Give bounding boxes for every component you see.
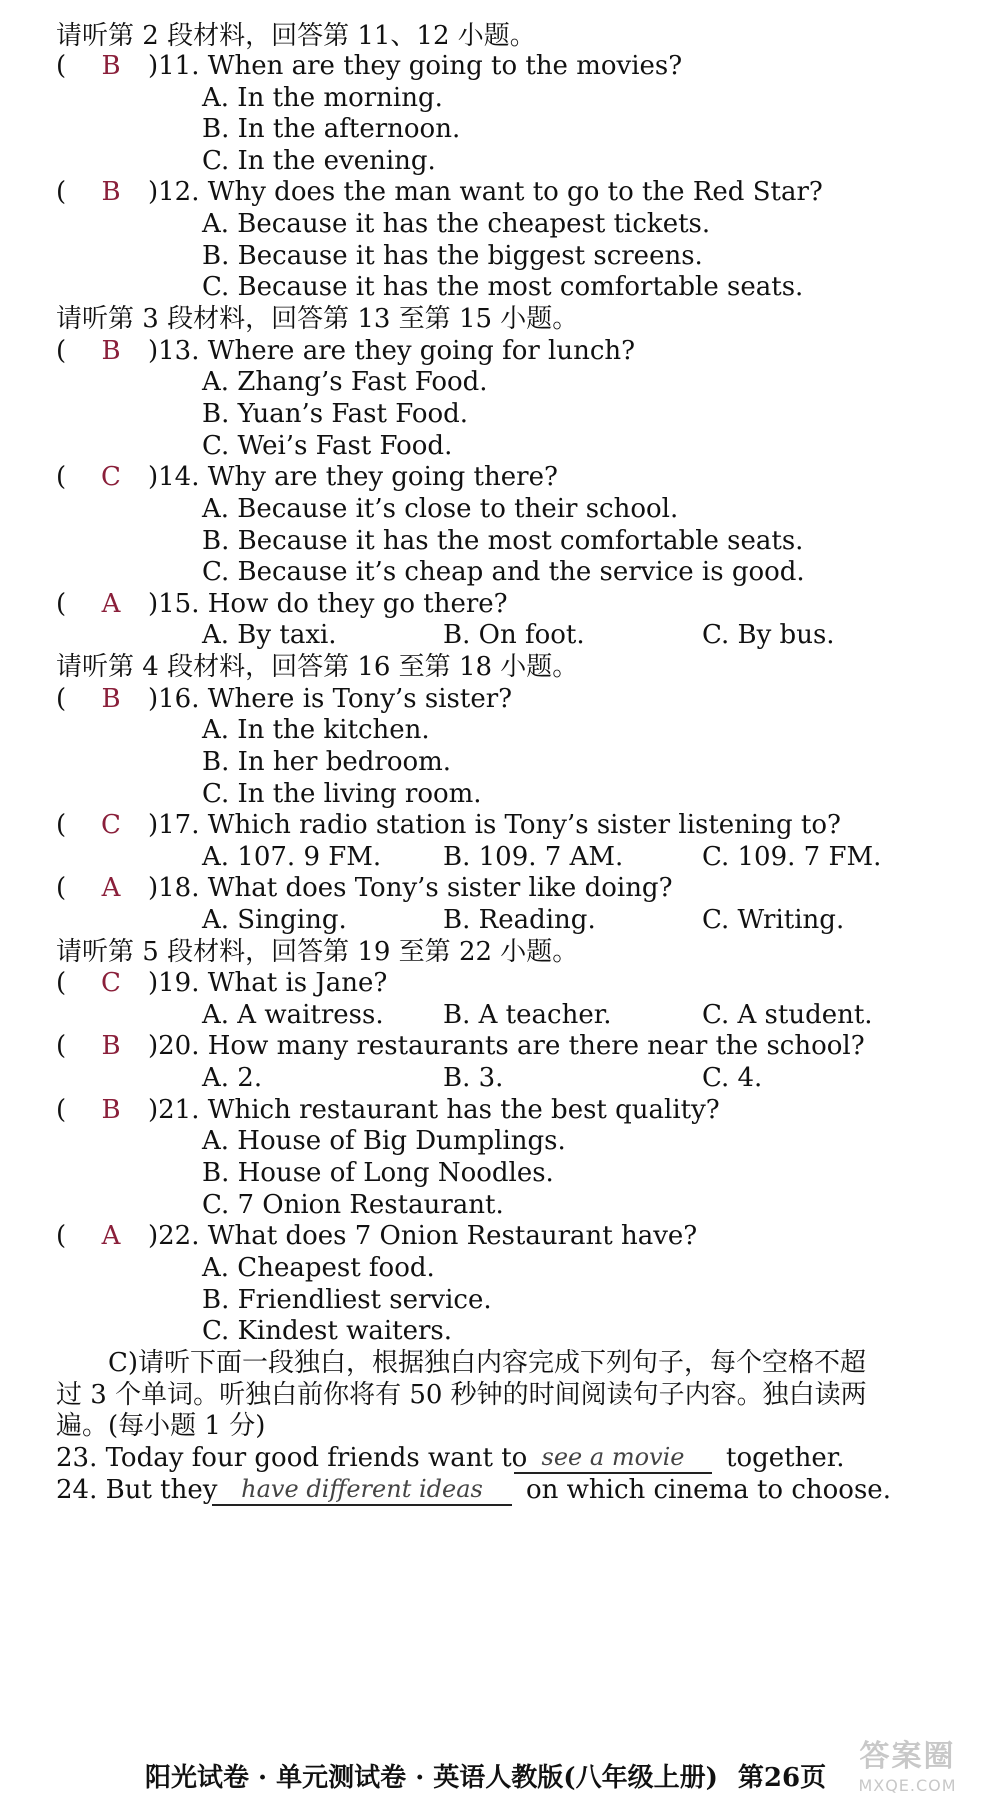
option-17b: B. 109. 7 AM. — [443, 842, 624, 872]
question-19: ( C )19. What is Jane? — [0, 965, 1000, 1002]
option-16a: A. In the kitchen. — [202, 715, 430, 745]
question-22-text: )22. What does 7 Onion Restaurant have? — [148, 1221, 698, 1251]
watermark-logo — [825, 1738, 990, 1804]
part-c-line-2: 过 3 个单词。听独白前你将有 50 秒钟的时间阅读句子内容。独白读两 — [56, 1380, 867, 1410]
option-21b: B. House of Long Noodles. — [202, 1158, 554, 1188]
option-18a: A. Singing. — [202, 905, 347, 935]
part-c-line-3: 遍。(每小题 1 分) — [56, 1411, 266, 1441]
option-17a: A. 107. 9 FM. — [202, 842, 382, 872]
footer-title: 阳光试卷 · 单元测试卷 · 英语人教版(八年级上册) — [145, 1763, 718, 1793]
question-17-text: )17. Which radio station is Tony’s sister listening to? — [148, 810, 841, 840]
option-15c: C. By bus. — [702, 620, 835, 650]
answer-19: C — [101, 968, 121, 998]
section-header-text: 请听第 4 段材料，回答第 16 至第 18 小题。 — [56, 652, 579, 682]
option-19b: B. A teacher. — [443, 1000, 612, 1030]
answer-20: B — [101, 1031, 121, 1061]
option-11a: A. In the morning. — [202, 83, 443, 113]
option-15b: B. On foot. — [443, 620, 585, 650]
option-20b: B. 3. — [443, 1063, 504, 1093]
option-14a: A. Because it’s close to their school. — [202, 494, 679, 524]
question-20-text: )20. How many restaurants are there near the school? — [148, 1031, 865, 1061]
option-22b: B. Friendliest service. — [202, 1285, 492, 1315]
option-12b: B. Because it has the biggest screens. — [202, 241, 703, 271]
question-24-before: 24. But they — [56, 1475, 218, 1505]
question-11-text: )11. When are they going to the movies? — [148, 51, 683, 81]
question-17: ( C )17. Which radio station is Tony’s sister listening to? — [0, 807, 1000, 844]
answer-14: C — [101, 462, 121, 492]
question-13-text: )13. Where are they going for lunch? — [148, 336, 636, 366]
question-18-text: )18. What does Tony’s sister like doing? — [148, 873, 673, 903]
option-21c: C. 7 Onion Restaurant. — [202, 1190, 504, 1220]
question-23-after: together. — [726, 1443, 845, 1473]
question-12: ( B )12. Why does the man want to go to the Red Star? — [0, 174, 1000, 211]
option-21a: A. House of Big Dumplings. — [202, 1126, 566, 1156]
page-footer — [145, 1760, 826, 1796]
section-header-text: 请听第 2 段材料，回答第 11、12 小题。 — [56, 21, 536, 51]
option-12c: C. Because it has the most comfortable seats. — [202, 272, 804, 302]
watermark-main: 答案圈 — [859, 1739, 956, 1774]
option-18c: C. Writing. — [702, 905, 845, 935]
answer-23-blank: see a movie — [514, 1440, 712, 1474]
option-17c: C. 109. 7 FM. — [702, 842, 882, 872]
option-14c: C. Because it’s cheap and the service is good. — [202, 557, 805, 587]
option-22c: C. Kindest waiters. — [202, 1316, 453, 1346]
option-14b: B. Because it has the most comfortable seats. — [202, 526, 804, 556]
question-21-text: )21. Which restaurant has the best quality? — [148, 1095, 720, 1125]
answer-22: A — [101, 1221, 121, 1251]
question-15-text: )15. How do they go there? — [148, 589, 508, 619]
answer-13: B — [101, 336, 121, 366]
option-22a: A. Cheapest food. — [202, 1253, 435, 1283]
option-18b: B. Reading. — [443, 905, 596, 935]
answer-16: B — [101, 684, 121, 714]
answer-18: A — [101, 873, 121, 903]
question-12-text: )12. Why does the man want to go to the Red Star? — [148, 177, 823, 207]
answer-11: B — [101, 51, 121, 81]
part-c-line-1: C)请听下面一段独白，根据独白内容完成下列句子，每个空格不超 — [108, 1348, 867, 1378]
option-12a: A. Because it has the cheapest tickets. — [202, 209, 711, 239]
question-13: ( B )13. Where are they going for lunch? — [0, 333, 1000, 370]
question-23-before: 23. Today four good friends want to — [56, 1443, 528, 1473]
option-19a: A. A waitress. — [202, 1000, 384, 1030]
option-13c: C. Wei’s Fast Food. — [202, 431, 453, 461]
option-20c: C. 4. — [702, 1063, 763, 1093]
option-16b: B. In her bedroom. — [202, 747, 452, 777]
option-11b: B. In the afternoon. — [202, 114, 461, 144]
question-20: ( B )20. How many restaurants are there near the school? — [0, 1028, 1000, 1065]
answer-15: A — [101, 589, 121, 619]
section-header-text: 请听第 5 段材料，回答第 19 至第 22 小题。 — [56, 937, 579, 967]
option-19c: C. A student. — [702, 1000, 873, 1030]
question-11: ( B )11. When are they going to the movies? — [0, 48, 1000, 85]
answer-12: B — [101, 177, 121, 207]
option-13a: A. Zhang’s Fast Food. — [202, 367, 488, 397]
watermark-sub: MXQE.COM — [858, 1776, 957, 1795]
question-16-text: )16. Where is Tony’s sister? — [148, 684, 513, 714]
page-number: 第26页 — [737, 1763, 827, 1793]
question-18: ( A )18. What does Tony’s sister like doing? — [0, 870, 1000, 907]
question-15: ( A )15. How do they go there? — [0, 586, 1000, 623]
option-13b: B. Yuan’s Fast Food. — [202, 399, 469, 429]
option-11c: C. In the evening. — [202, 146, 436, 176]
question-21: ( B )21. Which restaurant has the best quality? — [0, 1092, 1000, 1129]
answer-21: B — [101, 1095, 121, 1125]
question-22: ( A )22. What does 7 Onion Restaurant have? — [0, 1218, 1000, 1255]
option-20a: A. 2. — [202, 1063, 263, 1093]
question-19-text: )19. What is Jane? — [148, 968, 388, 998]
section-header-text: 请听第 3 段材料，回答第 13 至第 15 小题。 — [56, 304, 579, 334]
question-16: ( B )16. Where is Tony’s sister? — [0, 681, 1000, 718]
question-14: ( C )14. Why are they going there? — [0, 459, 1000, 496]
question-14-text: )14. Why are they going there? — [148, 462, 558, 492]
option-15a: A. By taxi. — [202, 620, 337, 650]
answer-24-blank: have different ideas — [212, 1472, 512, 1506]
question-24 — [0, 1472, 1000, 1509]
option-16c: C. In the living room. — [202, 779, 482, 809]
answer-17: C — [101, 810, 121, 840]
question-24-after: on which cinema to choose. — [526, 1475, 891, 1505]
